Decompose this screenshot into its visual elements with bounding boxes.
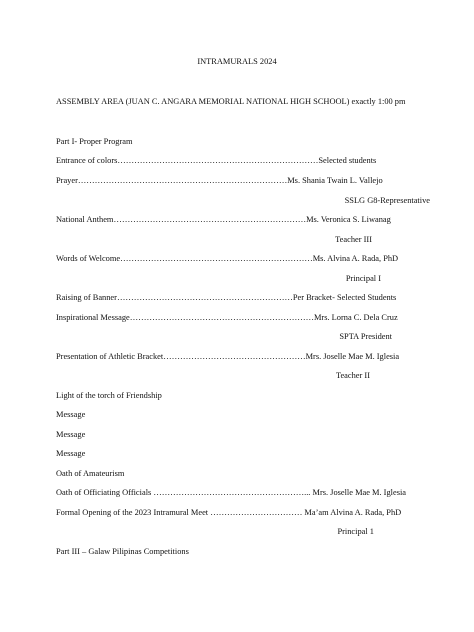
program-line-torch: Light of the torch of Friendship <box>56 391 162 400</box>
program-line-message-1: Message <box>56 410 86 419</box>
program-line-anthem: National Anthem……………………………………………………………Ms. Veronica S. Liwanag <box>56 215 391 224</box>
program-line-prayer: Prayer…………………………………………………………………Ms. Shania Twain L. Vallejo <box>56 176 383 185</box>
program-line-message-3: Message <box>56 449 86 458</box>
role-line-sslg: SSLG G8-Representative <box>344 196 430 205</box>
program-line-bracket: Presentation of Athletic Bracket……………………………………………Mrs. Joselle Mae M. Iglesia <box>56 352 400 361</box>
role-line-principal-1: Principal 1 <box>337 527 374 536</box>
role-line-teacher2: Teacher II <box>335 371 370 380</box>
assembly-area-line: ASSEMBLY AREA (JUAN C. ANGARA MEMORIAL NATIONAL HIGH SCHOOL) exactly 1:00 pm <box>56 97 406 106</box>
program-line-oath-amateurism: Oath of Amateurism <box>56 469 125 478</box>
program-line-inspirational: Inspirational Message…………………………………………………………Mrs. Lorna C. Dela Cruz <box>56 313 398 322</box>
program-line-banner: Raising of Banner………………………………………………………Per Bracket- Selected Students <box>56 293 397 302</box>
document-title: INTRAMURALS 2024 <box>197 57 277 66</box>
program-line-entrance: Entrance of colors………………………………………………………………Selected students <box>56 156 377 165</box>
role-line-principal1: Principal I <box>345 274 381 283</box>
program-line-message-2: Message <box>56 430 86 439</box>
program-line-oath-officials: Oath of Officiating Officials ………………………………………………... Mrs. Joselle Mae M. Iglesia <box>56 488 406 497</box>
part1-heading: Part I- Proper Program <box>56 137 133 146</box>
program-line-formal-opening: Formal Opening of the 2023 Intramural Meet …………………………… Ma’am Alvina A. Rada, PhD <box>56 508 402 517</box>
program-line-welcome: Words of Welcome……………………………………………………………Ms. Alvina A. Rada, PhD <box>56 254 399 263</box>
role-line-spta: SPTA President <box>339 332 392 341</box>
part3-heading: Part III – Galaw Pilipinas Competitions <box>56 547 189 556</box>
role-line-teacher3: Teacher III <box>335 235 372 244</box>
